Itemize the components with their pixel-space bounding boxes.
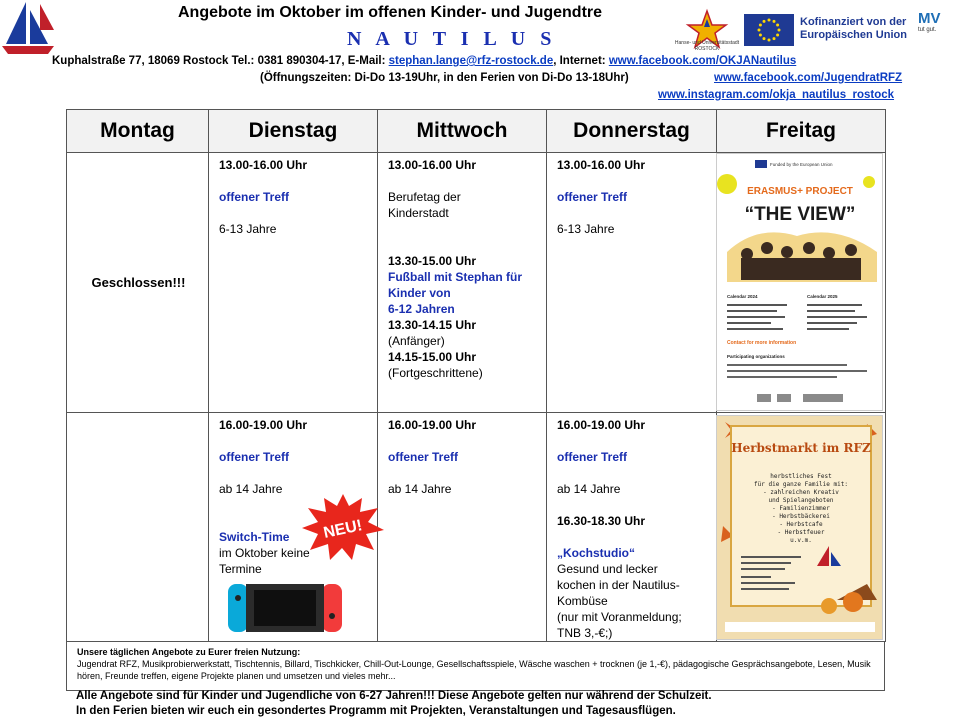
page-title: Angebote im Oktober im offenen Kinder- und Jugendtre bbox=[178, 4, 603, 21]
facebook-link-okja[interactable]: www.facebook.com/OKJANautilus bbox=[608, 55, 797, 67]
eu-cofunded-text bbox=[800, 16, 907, 42]
daily-offers-heading: Unsere täglichen Angebote zu Eurer freien Nutzung: bbox=[77, 647, 301, 657]
herbst-line: - Herbstbäckerei bbox=[772, 513, 830, 520]
email-link[interactable]: stephan.lange@rfz-rostock.de bbox=[388, 55, 554, 67]
age-label: ab 14 Jahre bbox=[557, 482, 621, 496]
event-text: Kinderstadt bbox=[388, 206, 449, 220]
time-label: 16.00-19.00 Uhr bbox=[219, 418, 308, 432]
time-label: 14.15-15.00 Uhr bbox=[388, 350, 477, 364]
day-header-montag: Montag bbox=[67, 110, 209, 153]
note-text: Termine bbox=[219, 562, 262, 576]
donnerstag-evening-cell bbox=[547, 413, 717, 642]
brand-name: N A U T I L U S bbox=[347, 28, 557, 50]
kochstudio-text: (nur mit Voranmeldung; bbox=[557, 610, 682, 624]
erasmus-calendar-2024: Calendar 2024 bbox=[727, 294, 758, 299]
level-label: (Fortgeschrittene) bbox=[388, 366, 483, 380]
time-label: 16.00-19.00 Uhr bbox=[388, 418, 477, 432]
herbst-title-text: Herbstmarkt im RFZ bbox=[731, 441, 871, 455]
time-label: 13.30-15.00 Uhr bbox=[388, 254, 477, 268]
time-label: 13.00-16.00 Uhr bbox=[388, 158, 477, 172]
footer-line2: In den Ferien bieten wir euch ein gesondertes Programm mit Projekten, Veranstaltungen und Tagesausflügen. bbox=[76, 705, 676, 717]
sailboat-logo-icon bbox=[0, 0, 56, 60]
offer-label: offener Treff bbox=[219, 450, 290, 464]
daily-offers-text: Jugendrat RFZ, Musikprobierwerkstatt, Tischtennis, Billard, Tischkicker, Chill-Out-Lounge, Gesellschaftsspiele, Wäsche waschen + trocknen (je 1,-€), pädagogische Gesprächsangebote, Lesen, Musik hören, Freunde treffen, eigene Projekte planen und umsetzen und vieles mehr... bbox=[77, 659, 871, 681]
contact-line bbox=[52, 55, 796, 67]
herbst-line: - Herbstcafe bbox=[779, 521, 823, 528]
age-label: ab 14 Jahre bbox=[388, 482, 452, 496]
montag-closed: Geschlossen!!! bbox=[67, 153, 209, 413]
age-label: 6-13 Jahre bbox=[219, 222, 277, 236]
mv-tut-gut-logo bbox=[918, 10, 954, 50]
herbst-line: - zahlreichen Kreativ bbox=[763, 489, 839, 496]
kochstudio-text: TNB 3,-€;) bbox=[557, 626, 613, 640]
time-label: 13.30-14.15 Uhr bbox=[388, 318, 477, 332]
dienstag-afternoon-cell bbox=[209, 153, 378, 413]
kochstudio-text: Kombüse bbox=[557, 594, 608, 608]
erasmus-poster-image bbox=[716, 153, 883, 411]
herbstmarkt-poster-image bbox=[716, 415, 883, 640]
mittwoch-afternoon-cell bbox=[378, 153, 547, 413]
internet-label: , Internet: bbox=[553, 55, 609, 67]
neu-badge-text: NEU! bbox=[322, 517, 364, 542]
day-header-donnerstag: Donnerstag bbox=[547, 110, 717, 153]
offer-label: offener Treff bbox=[219, 190, 290, 204]
time-label: 16.30-18.30 Uhr bbox=[557, 514, 646, 528]
erasmus-name-text: “THE VIEW” bbox=[744, 204, 856, 225]
day-header-freitag: Freitag bbox=[717, 110, 886, 153]
eu-text-line1: Kofinanziert von der bbox=[800, 16, 907, 28]
instagram-link[interactable]: www.instagram.com/okja_nautilus_rostock bbox=[658, 89, 895, 101]
herbst-line: herbstliches Fest bbox=[770, 473, 832, 480]
level-label: (Anfänger) bbox=[388, 334, 445, 348]
age-label: ab 14 Jahre bbox=[219, 482, 283, 496]
erasmus-funded-text: Funded by the European Union bbox=[770, 162, 833, 167]
day-header-mittwoch: Mittwoch bbox=[378, 110, 547, 153]
event-text: Berufetag der bbox=[388, 190, 461, 204]
rostock-logo-text: Hanse- und Universitätsstadt ROSTOCK bbox=[674, 40, 740, 52]
herbst-line: u.v.m. bbox=[790, 537, 812, 544]
herbst-line: - Herbstfeuer bbox=[777, 529, 825, 536]
table-header-row bbox=[67, 110, 886, 153]
herbst-line: und Spielangeboten bbox=[768, 497, 834, 504]
football-offer: Fußball mit Stephan für bbox=[388, 270, 522, 284]
address-text: Kuphalstraße 77, 18069 Rostock Tel.: 0381 890304-17, E-Mail: bbox=[52, 55, 389, 67]
eu-flag-icon bbox=[744, 14, 794, 46]
facebook-link-jugendrat[interactable]: www.facebook.com/JugendratRFZ bbox=[714, 72, 903, 84]
footer-line1: Alle Angebote sind für Kinder und Jugendliche von 6-27 Jahren!!! Diese Angebote gelten nur während der Schulzeit. bbox=[76, 690, 712, 702]
football-offer: Kinder von bbox=[388, 286, 451, 300]
offer-label: offener Treff bbox=[557, 190, 628, 204]
kochstudio-label: „Kochstudio“ bbox=[557, 546, 635, 560]
kochstudio-text: kochen in der Nautilus- bbox=[557, 578, 680, 592]
nintendo-switch-image bbox=[224, 580, 346, 636]
donnerstag-afternoon-cell bbox=[547, 153, 717, 413]
footer-note bbox=[76, 689, 712, 719]
erasmus-calendar-2025: Calendar 2025 bbox=[807, 294, 838, 299]
football-offer: 6-12 Jahren bbox=[388, 302, 455, 316]
opening-hours: (Öffnungszeiten: Di-Do 13-19Uhr, in den Ferien von Di-Do 13-18Uhr) bbox=[260, 72, 629, 84]
time-label: 13.00-16.00 Uhr bbox=[219, 158, 308, 172]
erasmus-orgs-text: Participating organizations bbox=[727, 354, 785, 359]
mittwoch-evening-cell bbox=[378, 413, 547, 642]
erasmus-project-text: ERASMUS+ PROJECT bbox=[747, 186, 853, 197]
offer-label: offener Treff bbox=[388, 450, 459, 464]
age-label: 6-13 Jahre bbox=[557, 222, 615, 236]
erasmus-poster-graphic bbox=[717, 154, 883, 411]
neu-badge-icon bbox=[300, 492, 386, 562]
mv-logo-main: MV bbox=[918, 10, 941, 27]
mv-logo-sub: tut gut. bbox=[918, 27, 937, 33]
herbstmarkt-poster-graphic bbox=[717, 416, 883, 640]
kochstudio-text: Gesund und lecker bbox=[557, 562, 658, 576]
day-header-dienstag: Dienstag bbox=[209, 110, 378, 153]
eu-text-line2: Europäischen Union bbox=[800, 29, 907, 41]
offer-label: offener Treff bbox=[557, 450, 628, 464]
herbst-line: für die ganze Familie mit: bbox=[754, 481, 848, 488]
eu-cofunded-logo bbox=[744, 14, 914, 46]
montag-evening-cell bbox=[67, 413, 209, 642]
time-label: 16.00-19.00 Uhr bbox=[557, 418, 646, 432]
note-text: im Oktober keine bbox=[219, 546, 310, 560]
switch-time-label: Switch-Time bbox=[219, 530, 290, 544]
erasmus-contact-text: Contact for more information bbox=[727, 340, 797, 346]
daily-offers-box bbox=[66, 641, 885, 691]
herbst-line: - Familienzimmer bbox=[772, 505, 830, 512]
time-label: 13.00-16.00 Uhr bbox=[557, 158, 646, 172]
